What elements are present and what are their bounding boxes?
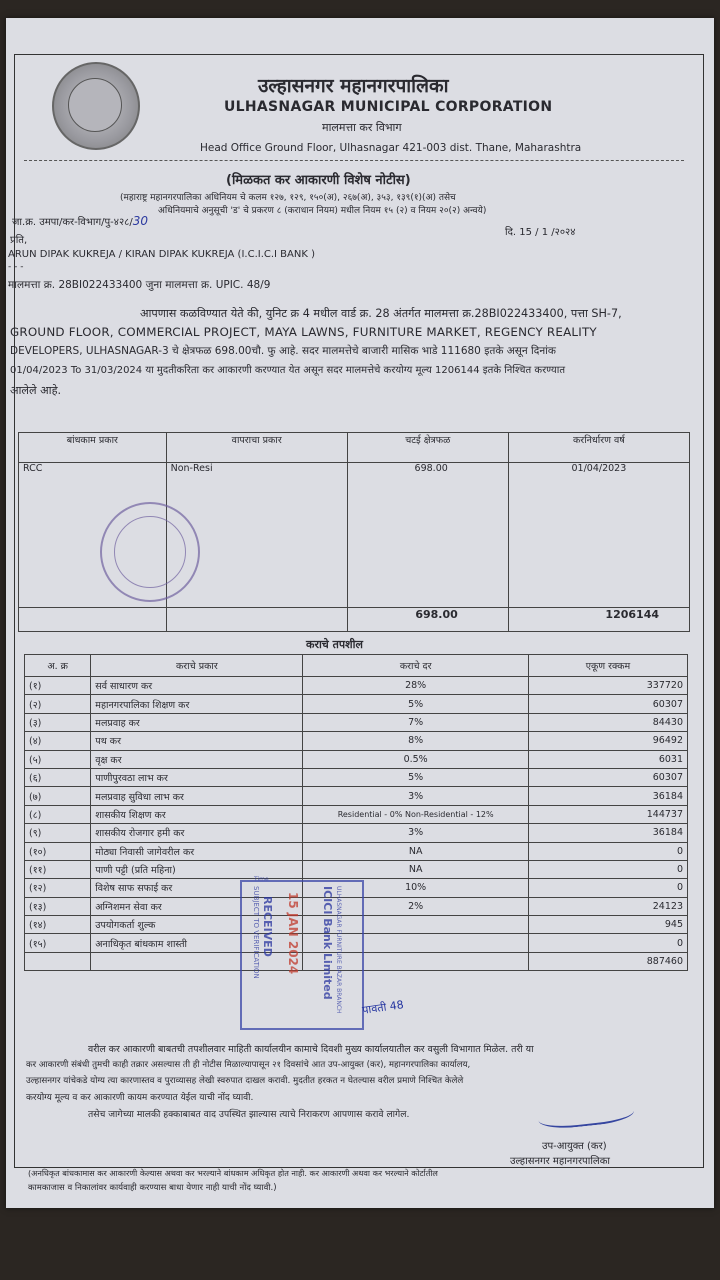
tax-row: (१२) विशेष साफ सफाई कर 10% 0 — [25, 879, 688, 897]
corporation-title-marathi: उल्हासनगर महानगरपालिका — [258, 75, 449, 97]
corporation-title-english: ULHASNAGAR MUNICIPAL CORPORATION — [224, 99, 553, 115]
stamp-subject: SUBJECT TO VERIFICATION — [252, 886, 260, 979]
disclaimer-line-2: कामकाजास व निकालांवर कार्यवाही करण्यास बाधा येणार नाही याची नोंद घ्यावी.) — [28, 1183, 277, 1193]
header-tax-type: कराचे प्रकार — [91, 655, 303, 677]
notice-paragraph-line-5: आलेले आहे. — [10, 384, 62, 397]
tax-grand-total: 887460 — [528, 952, 687, 970]
tax-row: (९) शासकीय रोजगार हमी कर 3% 36184 — [25, 824, 688, 842]
law-reference-line-1: (महाराष्ट्र महानगरपालिका अधिनियम चे कलम १२७, १२९, १५०(अ), २६७(अ), ३५३, १३९(१)(अ) तसेच — [120, 193, 456, 203]
header-carpet-area: चटई क्षेत्रफळ — [347, 433, 508, 463]
tax-row: (७) मलप्रवाह सुविधा लाभ कर 3% 36184 — [25, 787, 688, 805]
header-divider — [24, 160, 684, 161]
notice-paragraph-line-1: आपणास कळविण्यात येते की, युनिट क्र 4 मधील वार्ड क्र. 28 अंतर्गत मालमत्ता क्र.28BI022433400, पत्ता SH-7, — [140, 307, 622, 320]
department-name: मालमत्ता कर विभाग — [322, 121, 402, 134]
tax-details-caption: कराचे तपशील — [306, 638, 363, 651]
header-serial: अ. क्र — [25, 655, 91, 677]
footer-line-1: वरील कर आकारणी बाबतची तपशीलवार माहिती कार्यालयीन कामाचे दिवशी मुख्य कार्यालयातील कर वसुली विभागात मिळेल. तरी या — [88, 1044, 534, 1055]
stamp-bank-name: ICICI Bank Limited — [321, 886, 334, 1000]
usage-type-value: Non-Resi — [166, 463, 347, 608]
tax-table-header — [25, 655, 688, 677]
tax-row: (४) पथ कर 8% 96492 — [25, 732, 688, 750]
carpet-area-value: 698.00 — [347, 463, 508, 608]
tax-row: (३) मलप्रवाह कर 7% 84430 — [25, 713, 688, 731]
header-usage-type: वापराचा प्रकार — [166, 433, 347, 463]
header-total-amount: एकूण रक्कम — [528, 655, 687, 677]
property-table-header — [19, 433, 690, 463]
stamp-date: 15 JAN 2024 — [286, 892, 300, 975]
tax-row: (१४) उपयोगकर्ता शुल्क 945 — [25, 916, 688, 934]
total-taxable-value: 1206144 — [508, 608, 689, 632]
stamp-received: RECEIVED — [261, 896, 274, 957]
round-official-stamp — [100, 502, 200, 602]
header-construction-type: बांधकाम प्रकार — [19, 433, 167, 463]
disclaimer-line-1: (अनधिकृत बांधकामास कर आकारणी केल्यास अथवा कर भरल्याने बांधकाम अधिकृत होत नाही. कर आकारणी अथवा कर भरल्याने कोर्टातील — [28, 1168, 438, 1178]
notice-paragraph-line-3: DEVELOPERS, ULHASNAGAR-3 चे क्षेत्रफळ 698.00चौ. फु आहे. सदर मालमत्तेचे बाजारी मासिक भाडे 111680 इतके असून दिनांक — [10, 345, 556, 357]
ownership-dispute-note: तसेच जागेच्या मालकी हक्काबाबत वाद उपस्थित झाल्यास त्याचे निराकरण आपणास करावे लागेल. — [88, 1109, 410, 1120]
signatory-organization: उल्हासनगर महानगरपालिका — [510, 1156, 610, 1167]
notice-date: दि. 15 / 1 /२०२४ — [505, 227, 576, 238]
header-tax-rate: कराचे दर — [303, 655, 528, 677]
property-number-line: मालमत्ता क्र. 28BI022433400 जुना मालमत्ता क्र. UPIC. 48/9 — [8, 279, 271, 291]
recipient-prefix: प्रति, — [10, 235, 28, 246]
stamp-branch: ULHASNAGAR FURNITURE BAZAR BRANCH — [335, 886, 342, 1014]
header-assessment-year: करनिर्धारण वर्ष — [508, 433, 689, 463]
footer-line-2: कर आकारणी संबंधी तुमची काही तक्रार असल्यास ती ही नोटीस मिळाल्यापासून २१ दिवसांचे आत उप-आयुक्त (कर), महानगरपालिका कार्यालय, — [26, 1060, 471, 1070]
law-reference-line-2: अधिनियमाचे अनुसूची 'ड' चे प्रकरण ८ (कराधान नियम) मधील नियम १५ (२) व नियम २०(२) अन्वये) — [158, 206, 487, 216]
property-table-total — [19, 608, 690, 632]
tax-row: (११) पाणी पट्टी (प्रति महिना) NA 0 — [25, 860, 688, 878]
tax-row: (५) वृक्ष कर 0.5% 6031 — [25, 750, 688, 768]
stamp-time: Time — [254, 876, 269, 883]
total-area: 698.00 — [347, 608, 508, 632]
owner-name: ARUN DIPAK KUKREJA / KIRAN DIPAK KUKREJA (I.C.I.C.I BANK ) — [8, 249, 315, 260]
tax-row: (८) शासकीय शिक्षण कर Residential - 0% Non-Residential - 12% 144737 — [25, 805, 688, 823]
reference-number — [12, 214, 148, 228]
construction-type-value: RCC — [19, 463, 167, 608]
owner-divider: - - - — [8, 262, 24, 272]
tax-row: (१०) मोठ्या निवासी जागेवरील कर NA 0 — [25, 842, 688, 860]
office-address: Head Office Ground Floor, Ulhasnagar 421-003 dist. Thane, Maharashtra — [200, 142, 582, 154]
footer-line-3: उल्हासनगर यांचेकडे योग्य त्या कारणास्तव व पुराव्यासह लेखी स्वरुपात दाखल करावी. मुदतीत हरकत न घेतल्यास वरील प्रमाणे निश्चित केलेले — [26, 1076, 464, 1086]
tax-row: (१५) अनाधिकृत बांधकाम शास्ती 0 — [25, 934, 688, 952]
reference-number-text: जा.क्र. उमपा/कर-विभाग/पु-४२८/ — [12, 217, 133, 228]
notice-paragraph-line-4: 01/04/2023 To 31/03/2024 या मुदतीकरिता कर आकारणी करण्यात येत असून सदर मालमत्तेचे करयोग्य मूल्य 1206144 इतके निश्चित करण्यात — [10, 365, 566, 376]
tax-row: (१) सर्व साधारण कर 28% 337720 — [25, 677, 688, 695]
notice-title: (मिळकत कर आकारणी विशेष नोटीस) — [226, 173, 411, 188]
signatory-title: उप-आयुक्त (कर) — [542, 1141, 607, 1152]
tax-row: (६) पाणीपुरवठा लाभ कर 5% 60307 — [25, 768, 688, 786]
handwritten-note: पावती 48 — [361, 998, 405, 1017]
reference-number-handwritten: 30 — [132, 214, 149, 228]
assessment-year-value: 01/04/2023 — [508, 463, 689, 608]
tax-row: (२) महानगरपालिका शिक्षण कर 5% 60307 — [25, 695, 688, 713]
bank-received-stamp — [240, 876, 364, 1030]
footer-line-4: करयोग्य मूल्य व कर आकारणी कायम करण्यात येईल याची नोंद घ्यावी. — [26, 1093, 254, 1103]
municipal-seal-logo — [52, 62, 140, 150]
notice-paragraph-line-2: GROUND FLOOR, COMMERCIAL PROJECT, MAYA LAWNS, FURNITURE MARKET, REGENCY REALITY — [10, 325, 597, 339]
tax-row: (१३) अग्निशमन सेवा कर 2% 24123 — [25, 897, 688, 915]
